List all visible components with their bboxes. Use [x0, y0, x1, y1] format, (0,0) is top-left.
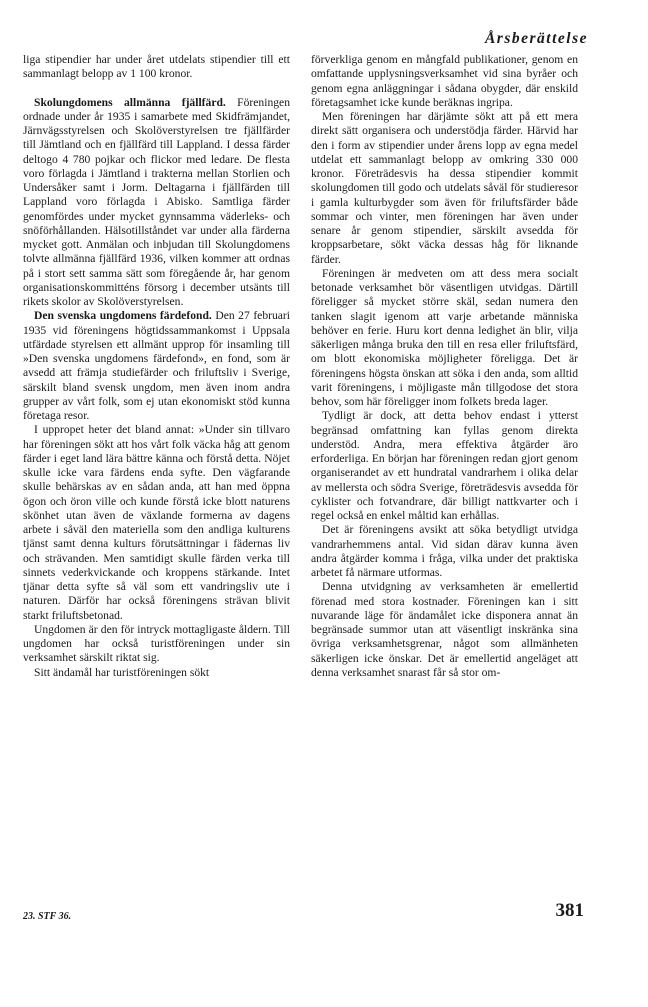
paragraph-publikationer: förverkliga genom en mångfald publikationer, genom en omfattande upplysningsverksamhet vid sina byråer och genom egna anläggningar i sådana obygder, där enskild företagsamhet icke kunde beräknas ingripa.: [311, 53, 578, 109]
paragraph-kostnader: Denna utvidgning av verksamheten är emellertid förenad med stora kostnader. Föreningen kan i sitt nuvarande läge för ändamålet icke disponera annat än begränsade summor utan att väsentligt inskränka sina övriga verksamhetsgrenar, något som allmänheten säkerligen icke önskar. Det är emellertid angeläget att denna verksamhet snarast får så stor om-: [311, 580, 578, 679]
paragraph-fjallfard: [23, 96, 290, 310]
paragraph-stipendier: Men föreningen har därjämte sökt att på ett mera direkt sätt organisera och understödja färder. Härvid har den i form av stipendier under årens lopp av egna medel utdelat ett sammanlagt belopp av omkring 330 000 kronor. Företrädesvis ha dessa stipendier kommit skolungdomen till godo och utdelats såväl för studieresor i gamla kulturbygder som även för friluftsfärder både sommar och vinter, men föreningen har även under senare år genom stipendier, särskilt avsedda för kroppsarbetare, sökt väcka dessas håg för liknande färder.: [311, 110, 578, 266]
running-header: Årsberättelse: [484, 30, 588, 47]
paragraph-vandrarhem: Tydligt är dock, att detta behov endast i ytterst begränsad omfattning kan fyllas genom direkta understöd. Andra, mera effektiva åtgärder äro erforderliga. En början har föreningen redan gjort genom organiserandet av ett hundratal vandrarhem i olika delar av mellersta och södra Sverige, företrädesvis avsedda för cyklister och fotvandrare, där billigt nattkvarter och i regel också en enkel måltid kan erhållas.: [311, 409, 578, 522]
paragraph-fardefond: [23, 309, 290, 423]
paragraph-fjallfard-body: Föreningen ordnade under år 1935 i samarbete med Skidfrämjandet, Järnvägsstyrelsen och Skolöverstyrelsen tre fjällfärder till Jämtland och en fjällfärd till Lappland. I dessa färder deltogo 4 780 pojkar och flickor med ledare. De flesta voro förlagda i Jämtland i trakterna mellan Storlien och Undersåker samt i Jorm. Deltagarna i fjällfärden till Lappland voro förlagda i Abisko. Samtliga färder genomfördes under mycket gynnsamma väderleks- och snöförhållanden. Hälsotillståndet var under alla färderna mycket gott. Anmälan och inbjudan till Skolungdomens tolvte allmänna fjällfärd 1936, vilken kommer att ordnas på i stort sett samma sätt som föregående år, har genom organisationskommitténs försorg i december utsänts till rikets skolor av Skolöverstyrelsen.: [23, 95, 290, 308]
paragraph-ungdomen: Ungdomen är den för intryck mottagligaste åldern. Till ungdomen har också turistföreningen under sin verksamhet särskilt riktat sig.: [23, 622, 290, 665]
right-column: [311, 53, 578, 680]
paragraph-stipend-intro: liga stipendier har under året utdelats stipendier till ett sammanlagt belopp av 1 100 kronor.: [23, 53, 290, 81]
left-column: [23, 53, 290, 680]
paragraph-upprop: I uppropet heter det bland annat: »Under sin tillvaro har föreningen sökt att hos vårt folk väcka håg att genom färder i eget land lära bättre känna och förstå detta. Nöjet skulle icke vara färdens enda syfte. Den vägfarande skulle behärskas av en sådan anda, att han med öppna ögon och öron ville och kunde förstå icke blott naturens skönhet utan även de växlande formerna av dagens arbete i såväl den materiella som den andliga kulturens tjänst samt denna kulturs förutsättningar i fädernas liv och strävanden. Men samtidigt skulle färden verka till sinnets vederkvickande och kroppens stärkande. Intet tjänar detta syfte så väl som ett vandringsliv ute i naturen. Därför har också föreningens strävan blivit starkt friluftsbetonad.: [23, 423, 290, 622]
paragraph-avsikt: Det är föreningens avsikt att söka betydligt utvidga vandrarhemmens antal. Vid sidan därav kunna även andra åtgärder komma i fråga, vilka under det praktiska arbetet få närmare utformas.: [311, 523, 578, 579]
paragraph-social-verksamhet: Föreningen är medveten om att dess mera socialt betonade verksamhet bör väsentligen utvidgas. Därtill föreligger så mycket större skäl, sedan numera den tanken slagit igenom att varje arbetande människa behöver en ferie. Huru kort denna ledighet än blir, vilja säkerligen många bruka den till en resa eller friluftsfärd, om blott ekonomiska möjligheter föreligga. Det är föreningens högsta önskan att söka i den anda, som alltid varit föreningens, i möjligaste mån tillgodose det stora behov, som här föreligger inom folkets breda lager.: [311, 266, 578, 408]
page-number: 381: [555, 900, 584, 921]
paragraph-andamal: Sitt ändamål har turistföreningen sökt: [34, 665, 210, 679]
paragraph-fardefond-body: Den 27 februari 1935 vid föreningens högtidssammankomst i Uppsala utfärdade styrelsen ett allmänt upprop för insamling till »Den svenska ungdomens färdefond», en fond, som är avsedd att främja studiefärder och friluftsliv i Sverige, särskilt bland svensk ungdom, men även inom andra grupper av vårt folk, som ej utan ekonomiskt stöd kunna företaga resor.: [23, 309, 291, 422]
heading-fardefond: Den svenska ungdomens färdefond.: [34, 309, 212, 323]
printer-signature: 23. STF 36.: [23, 911, 72, 922]
heading-fjallfard: Skolungdomens allmänna fjällfärd.: [34, 95, 226, 109]
